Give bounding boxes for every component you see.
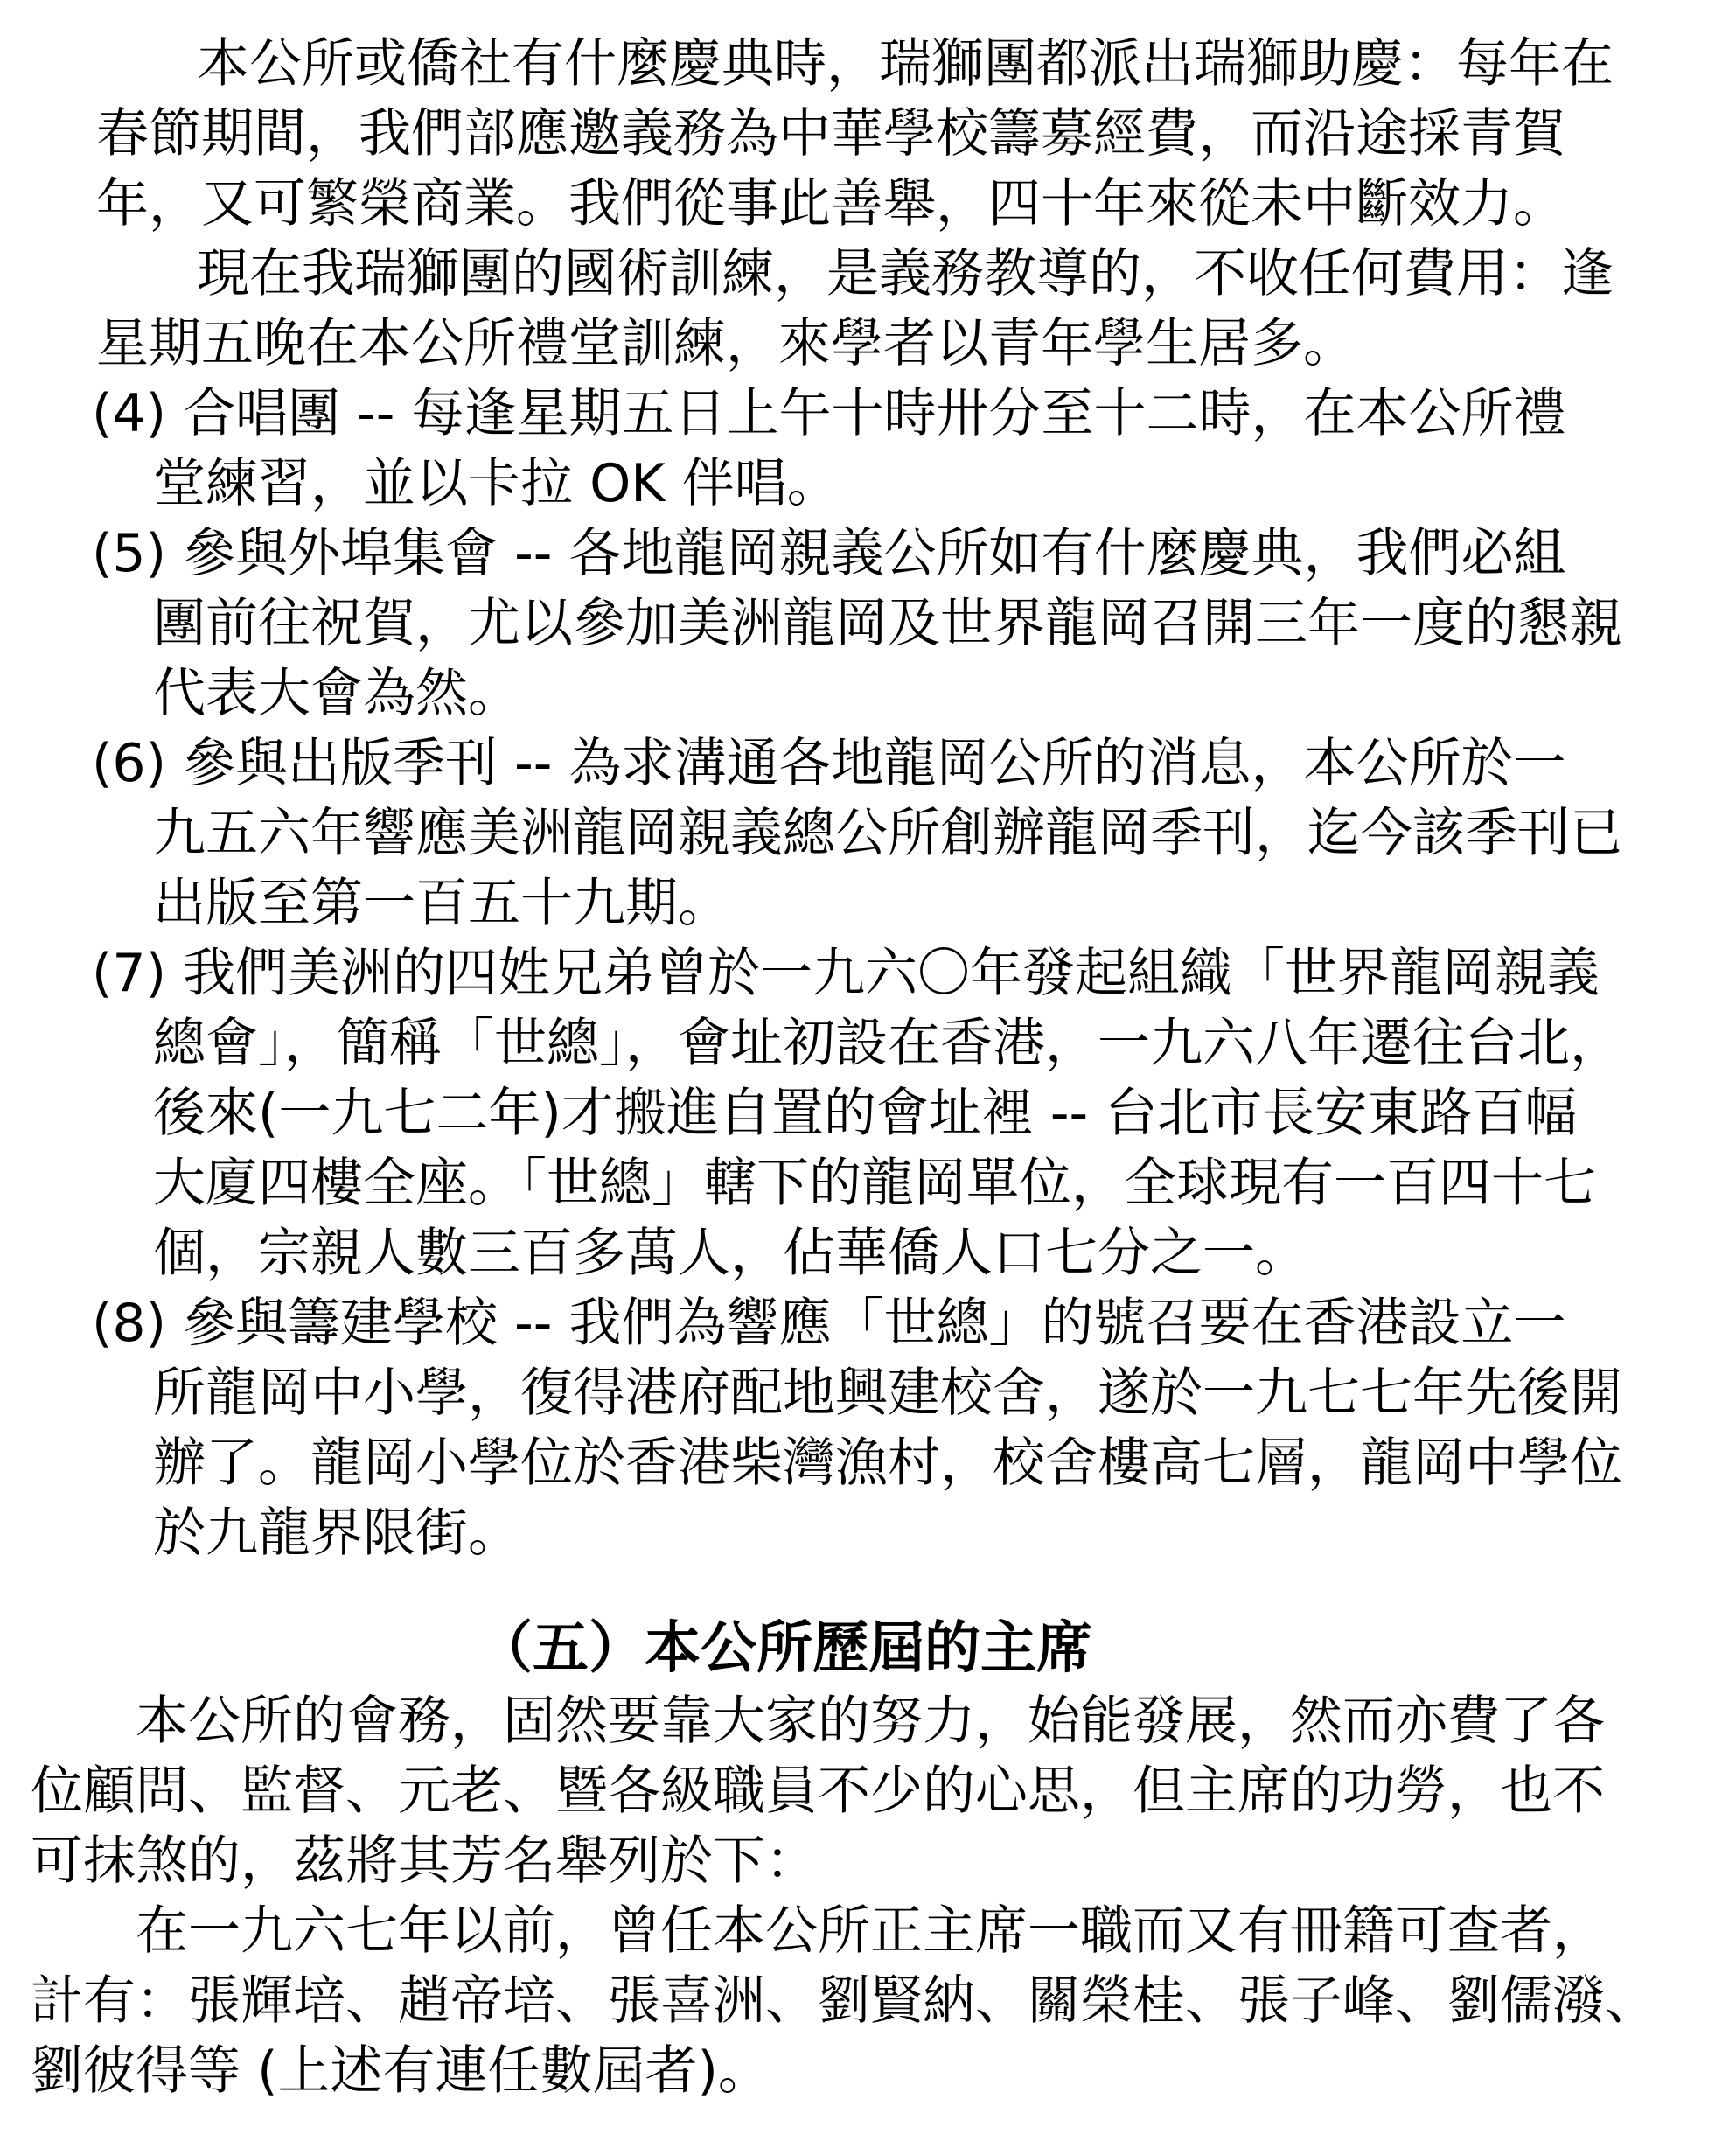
paragraph-line: 在一九六七年以前，曾任本公所正主席一職而又有冊籍可查者， [136,1900,1605,1962]
list-item-4-line: (4) 合唱團 -- 每逢星期五日上午十時卅分至十二時，在本公所禮 [92,383,1566,444]
list-item-7-line: 大廈四樓全座。「世總」轄下的龍岡單位，全球現有一百四十七 [153,1153,1596,1214]
list-item-5-line: 團前往祝賀，尤以參加美洲龍岡及世界龍岡召開三年一度的懇親 [153,593,1622,654]
list-item-7-line: 總會」，簡稱「世總」，會址初設在香港，一九六八年遷往台北， [153,1013,1622,1074]
list-item-4-line: 堂練習，並以卡拉 OK 伴唱。 [153,453,840,514]
list-item-8-line: 於九龍界限街。 [153,1503,520,1564]
list-item-7-line: 後來(一九七二年)才搬進自置的會址裡 -- 台北市長安東路百幅 [153,1083,1578,1144]
list-item-7-line: 個，宗親人數三百多萬人，佔華僑人口七分之一。 [153,1223,1307,1284]
paragraph-line: 現在我瑞獅團的國術訓練，是義務教導的，不收任何費用：逢 [197,243,1614,304]
section-heading: （五）本公所歷屆的主席 [477,1616,1092,1681]
paragraph-line: 年，又可繁榮商業。我們從事此善舉，四十年來從未中斷效力。 [96,173,1565,234]
paragraph-line: 星期五晚在本公所禮堂訓練，來學者以青年學生居多。 [96,313,1356,374]
paragraph-line: 可抹煞的，茲將其芳名舉列於下： [31,1831,818,1892]
list-item-7-line: (7) 我們美洲的四姓兄弟曾於一九六〇年發起組織「世界龍岡親義 [92,943,1600,1004]
list-item-5-line: (5) 參與外埠集會 -- 各地龍岡親義公所如有什麼慶典，我們必組 [92,523,1566,584]
paragraph-line: 本公所的會務，固然要靠大家的努力，始能發展，然而亦費了各 [136,1691,1605,1752]
list-item-6-line: 出版至第一百五十九期。 [153,873,730,934]
paragraph-line: 劉彼得等 (上述有連任數屆者)。 [31,2040,770,2102]
paragraph-line: 春節期間，我們部應邀義務為中華學校籌募經費，而沿途採青賀 [96,103,1565,164]
paragraph-line: 本公所或僑社有什麼慶典時，瑞獅團都派出瑞獅助慶：每年在 [197,33,1614,94]
list-item-6-line: (6) 參與出版季刊 -- 為求溝通各地龍岡公所的消息，本公所於一 [92,733,1566,794]
list-item-8-line: (8) 參與籌建學校 -- 我們為響應「世總」的號召要在香港設立一 [92,1293,1566,1354]
paragraph-line: 計有：張輝培、趙帝培、張喜洲、劉賢納、關榮桂、張子峰、劉儒潑、 [31,1970,1657,2032]
list-item-8-line: 辦了。龍岡小學位於香港柴灣漁村，校舍樓高七層，龍岡中學位 [153,1433,1622,1494]
list-item-5-line: 代表大會為然。 [153,663,520,724]
paragraph-line: 位顧問、監督、元老、暨各級職員不少的心思，但主席的功勞，也不 [31,1761,1605,1822]
list-item-8-line: 所龍岡中小學，復得港府配地興建校舍，遂於一九七七年先後開 [153,1363,1622,1424]
list-item-6-line: 九五六年響應美洲龍岡親義總公所創辦龍岡季刊，迄今該季刊已 [153,803,1622,864]
